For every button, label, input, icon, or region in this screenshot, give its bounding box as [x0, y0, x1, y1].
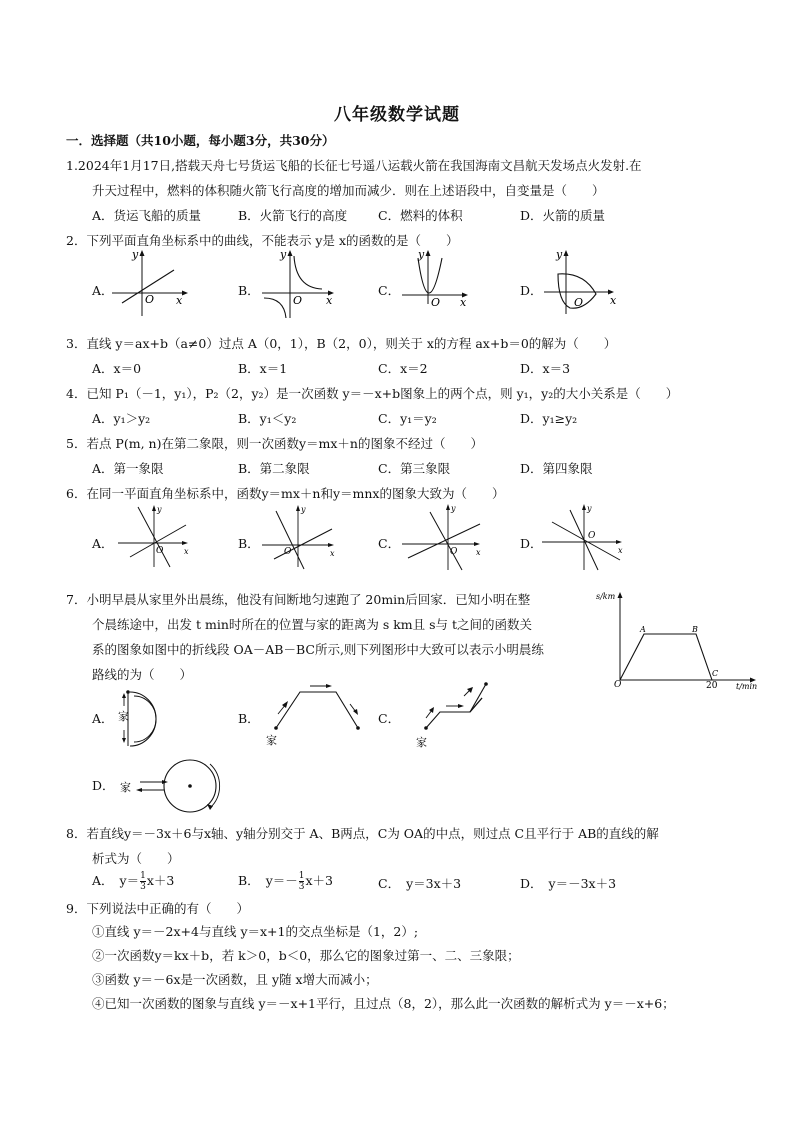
q2b-origin: O — [293, 294, 303, 307]
q7-route-d — [118, 758, 228, 818]
q8-option-c — [378, 874, 461, 892]
q7-distance-time-graph — [596, 588, 766, 692]
q6-graph-a — [116, 503, 196, 571]
q1-option-d: D．火箭的质量 — [520, 208, 606, 223]
q3-text: 3．直线 y＝ax+b（a≠0）过点 A（0，1），B（2，0），则关于 x的方程 ax+b＝0的解为（ ） — [66, 336, 617, 351]
q7d-home-label: 家 — [120, 781, 131, 794]
q6-graph-b — [260, 503, 342, 571]
q6-text: 6．在同一平面直角坐标系中，函数y＝mx＋n和y＝mnx的图象大致为（ ） — [66, 486, 505, 501]
q4-option-b: B．y₁＜y₂ — [238, 411, 297, 426]
q7-letter-a: A． — [92, 711, 114, 726]
q3-option-b: B．x＝1 — [238, 361, 288, 376]
q7-graph-point-c: C — [712, 669, 719, 678]
q1-option-a: A．货运飞船的质量 — [92, 208, 202, 223]
q7c-home-label: 家 — [416, 736, 427, 749]
q4-option-a: A．y₁＞y₂ — [92, 411, 151, 426]
q8-option-a-pre: y＝ — [119, 873, 140, 888]
q8-option-b-letter: B． — [238, 873, 260, 888]
section-heading: 一．选择题（共10小题，每小题3分，共30分） — [66, 133, 335, 148]
q7a-home-label: 家 — [118, 710, 129, 723]
q7-graph-ylabel: s/km — [596, 592, 616, 601]
q8-option-d-text: y＝－3x＋3 — [548, 876, 617, 891]
q8-option-a-num: 1 — [140, 871, 146, 881]
q8-option-a-post: x＋3 — [146, 873, 175, 888]
q2-letter-b: B． — [238, 283, 260, 298]
q8-option-c-letter: C． — [378, 876, 401, 891]
q2a-x-label: x — [176, 294, 183, 307]
q8-option-d — [520, 874, 616, 892]
q8-option-a-den: 3 — [140, 882, 146, 892]
q7-letter-b: B． — [238, 711, 260, 726]
q8-option-a-letter: A． — [92, 873, 114, 888]
page-title: 八年级数学试题 — [334, 105, 460, 125]
q6a-x-label: x — [184, 547, 189, 556]
q7-graph-point-b: B — [692, 625, 698, 634]
q8-option-c-text: y＝3x＋3 — [406, 876, 462, 891]
q2a-origin: O — [145, 293, 155, 306]
q9-text: 9．下列说法中正确的有（ ） — [66, 901, 249, 916]
q6b-origin: O — [284, 547, 292, 557]
q6-letter-d: D． — [520, 536, 543, 551]
q4-option-c: C．y₁＝y₂ — [378, 411, 437, 426]
q2c-y-label: y — [418, 248, 425, 261]
q2-text: 2．下列平面直角坐标系中的曲线，不能表示 y是 x的函数的是（ ） — [66, 233, 459, 248]
q2-graph-c — [402, 248, 482, 318]
q6b-y-label: y — [301, 505, 306, 514]
q4-text: 4．已知 P₁（－1，y₁），P₂（2，y₂）是一次函数 y＝－x+b图象上的两个点，则 y₁，y₂的大小关系是（ ） — [66, 386, 679, 401]
q6-letter-b: B． — [238, 536, 260, 551]
q8-line2: 析式为（ ） — [92, 851, 180, 866]
q2b-y-label: y — [280, 248, 287, 261]
q2-graph-a — [112, 248, 192, 318]
q8-option-b-pre: y＝－ — [265, 873, 298, 888]
q2d-origin: O — [574, 296, 584, 309]
q7-graph-point-a: A — [640, 625, 646, 634]
q8-option-b-post: x＋3 — [305, 873, 333, 888]
q6c-origin: O — [450, 547, 458, 557]
q7-line4: 路线的为（ ） — [92, 667, 193, 682]
q8-option-b-num: 1 — [298, 871, 305, 881]
q2d-x-label: x — [610, 294, 617, 307]
q6d-y-label: y — [587, 504, 592, 513]
q7-route-b — [262, 684, 370, 746]
q8-option-a — [92, 871, 174, 892]
q8-option-b — [238, 871, 333, 892]
q2b-x-label: x — [326, 294, 333, 307]
q9-item-2: ②一次函数y＝kx＋b，若 k＞0，b＜0，那么它的图象过第一、二、三象限； — [92, 948, 520, 963]
q2c-origin: O — [431, 296, 441, 309]
q6c-x-label: x — [476, 548, 481, 557]
q2-graph-b — [262, 248, 342, 318]
q6a-y-label: y — [157, 505, 162, 514]
q7-graph-tick-20: 20 — [706, 681, 718, 691]
q9-item-1: ①直线 y＝－2x+4与直线 y＝x+1的交点坐标是（1，2）; — [92, 924, 419, 939]
q3-option-d: D．x＝3 — [520, 361, 571, 376]
q1-option-c: C．燃料的体积 — [378, 208, 463, 223]
q7-line3: 系的图象如图中的折线段 OA－AB－BC所示,则下列图形中大致可以表示小明晨练 — [92, 642, 544, 657]
q6-letter-c: C． — [378, 536, 401, 551]
q1-option-b: B．火箭飞行的高度 — [238, 208, 348, 223]
q6c-y-label: y — [451, 504, 456, 513]
q6-letter-a: A． — [92, 536, 114, 551]
q5-option-d: D．第四象限 — [520, 461, 593, 476]
q6b-x-label: x — [330, 549, 335, 558]
q1-line1: 1.2024年1月17日,搭载天舟七号货运飞船的长征七号遥八运载火箭在我国海南文昌航天发场点火发射.在 — [66, 158, 642, 173]
q2-graph-d — [544, 248, 624, 318]
q3-option-c: C．x＝2 — [378, 361, 428, 376]
q7-letter-d: D． — [92, 778, 115, 793]
q7b-home-label: 家 — [266, 734, 277, 747]
q8-option-d-letter: D． — [520, 876, 543, 891]
q2d-y-label: y — [556, 248, 563, 261]
q7-letter-c: C． — [378, 711, 401, 726]
q5-option-a: A．第一象限 — [92, 461, 164, 476]
q2-letter-c: C． — [378, 283, 401, 298]
q6a-origin: O — [156, 546, 164, 556]
q7-graph-xlabel: t/min — [736, 682, 758, 691]
q2c-x-label: x — [460, 296, 467, 309]
q6-graph-c — [400, 500, 486, 572]
q1-line2: 升天过程中，燃料的体积随火箭飞行高度的增加而减少．则在上述语段中，自变量是（ ） — [92, 183, 605, 198]
q7-route-c — [412, 678, 498, 750]
q8-option-b-den: 3 — [298, 882, 305, 892]
q7-line2: 个晨练途中，出发 t min时所在的位置与家的距离为 s km且 s与 t之间的函数关 — [92, 617, 533, 632]
q3-option-a: A．x＝0 — [92, 361, 142, 376]
q5-option-c: C．第三象限 — [378, 461, 451, 476]
q6-graph-d — [540, 500, 626, 572]
q9-item-3: ③函数 y＝－6x是一次函数，且 y随 x增大而减小； — [92, 972, 378, 987]
q6d-origin: O — [588, 531, 596, 541]
q8-line1: 8．若直线y＝－3x＋6与x轴、y轴分别交于 A、B两点，C为 OA的中点，则过点 C且平行于 AB的直线的解 — [66, 826, 659, 841]
q7-graph-origin: O — [614, 680, 622, 690]
q9-item-4: ④已知一次函数的图象与直线 y＝－x+1平行，且过点（8，2），那么此一次函数的解析式为 y＝－x+6； — [92, 996, 675, 1011]
q7-line1: 7．小明早晨从家里外出晨练，他没有间断地匀速跑了 20min后回家．已知小明在整 — [66, 592, 531, 607]
q2a-y-label: y — [132, 248, 139, 261]
q2-letter-a: A． — [92, 283, 114, 298]
q6d-x-label: x — [618, 546, 623, 555]
q5-text: 5．若点 P(m, n)在第二象限，则一次函数y＝mx＋n的图象不经过（ ） — [66, 436, 483, 451]
q4-option-d: D．y₁≥y₂ — [520, 411, 578, 426]
q2-letter-d: D． — [520, 283, 543, 298]
q7-route-a — [116, 686, 176, 750]
q5-option-b: B．第二象限 — [238, 461, 310, 476]
